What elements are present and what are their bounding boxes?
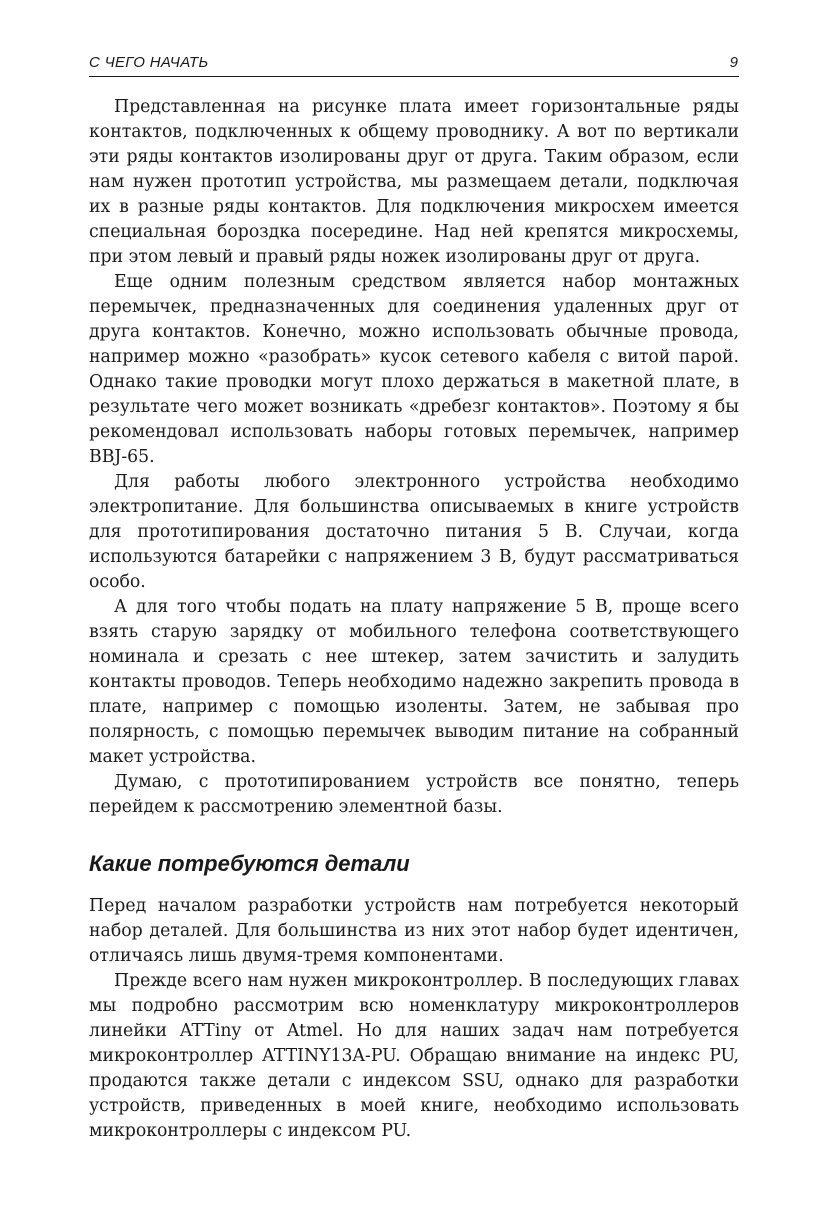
page-body (89, 95, 739, 1144)
paragraph: А для того чтобы подать на плату напряжение 5 В, проще всего взять старую зарядку от мобильного телефона соответствующего номинала и срезать с нее штекер, затем зачистить и залудить контакты проводов. Теперь необходимо надежно закрепить провода в плате, например с помощью изоленты. Затем, не забывая про полярность, с помощью перемычек выводим питание на собранный макет устройства. (89, 597, 739, 767)
paragraph: Прежде всего нам нужен микроконтроллер. В последующих главах мы подробно рассмотрим всю номенклатуру микроконтроллеров линейки ATTiny от Atmel. Но для наших задач нам потребуется микроконтроллер ATTINY13A-PU. Обращаю внимание на индекс PU, продаются также детали с индексом SSU, однако для разработки устройств, приведенных в моей книге, необходимо использовать микроконтроллеры с индексом PU. (89, 971, 739, 1141)
chapter-title: С ЧЕГО НАЧАТЬ (89, 54, 209, 71)
running-header (89, 50, 739, 77)
paragraph: Представленная на рисунке плата имеет горизонтальные ряды контактов, подключенных к общему проводнику. А вот по вертикали эти ряды контактов изолированы друг от друга. Таким образом, если нам нужен прототип устройства, мы размещаем детали, подключая их в разные ряды контактов. Для подключения микросхем имеется специальная бороздка посередине. Над ней крепятся микросхемы, при этом левый и правый ряды ножек изолированы друг от друга. (89, 97, 739, 267)
page-number: 9 (729, 54, 738, 71)
paragraph: Для работы любого электронного устройства необходимо электропитание. Для большинства описываемых в книге устройств для прототипирования достаточно питания 5 В. Случаи, когда используются батарейки с напряжением 3 В, будут рассматриваться особо. (89, 472, 739, 592)
paragraph: Перед началом разработки устройств нам потребуется некоторый набор деталей. Для большинства из них этот набор будет идентичен, отличаясь лишь двумя-тремя компонентами. (89, 896, 739, 966)
paragraph: Еще одним полезным средством является набор монтажных перемычек, предназначенных для соединения удаленных друг от друга контактов. Конечно, можно использовать обычные провода, например можно «разобрать» кусок сетевого кабеля с витой парой. Однако такие проводки могут плохо держаться в макетной плате, в результате чего может возникать «дребезг контактов». Поэтому я бы рекомендовал использовать наборы готовых перемычек, например BBJ-65. (89, 272, 739, 467)
paragraph: Думаю, с прототипированием устройств все понятно, теперь перейдем к рассмотрению элементной базы. (89, 772, 739, 817)
section-heading: Какие потребуются детали (89, 851, 410, 876)
